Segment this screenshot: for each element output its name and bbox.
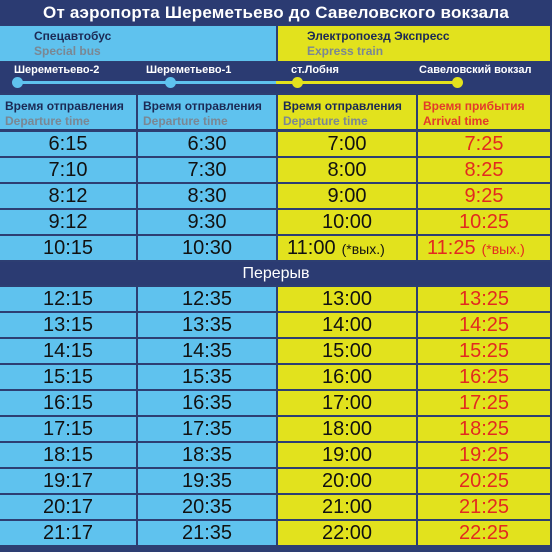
time-cell: [278, 287, 416, 311]
time-cell: [0, 132, 136, 156]
time-cell: [0, 236, 136, 260]
time-value: 18:25: [458, 418, 510, 440]
time-cell: [418, 313, 550, 337]
time-value: 14:15: [42, 340, 94, 362]
time-value: 16:00: [321, 366, 373, 388]
time-cell: [0, 443, 136, 467]
time-value: 17:25: [458, 392, 510, 414]
time-value: 11:25: [427, 237, 476, 259]
column-header-en: Arrival time: [423, 114, 490, 128]
column-header-en: Departure time: [143, 114, 228, 128]
time-cell: [278, 391, 416, 415]
time-value: 10:15: [42, 237, 94, 259]
time-value: 15:35: [181, 366, 233, 388]
time-value: 22:00: [321, 522, 373, 544]
time-value: 8:25: [464, 159, 504, 181]
column-header-ru: Время отправления: [143, 99, 262, 113]
time-value: 15:25: [458, 340, 510, 362]
time-value: 20:17: [42, 496, 94, 518]
break-label: Перерыв: [0, 262, 552, 285]
time-value: 7:00: [327, 133, 367, 155]
time-cell: [0, 210, 136, 234]
time-cell: [278, 495, 416, 519]
bus-header: [0, 26, 276, 61]
time-value: 21:00: [321, 496, 373, 518]
weekend-note: (*вых.): [341, 241, 385, 257]
station-label: Шереметьево-2: [14, 64, 100, 76]
time-value: 21:35: [181, 522, 233, 544]
time-cell: [418, 521, 550, 545]
time-value: 14:25: [458, 314, 510, 336]
bus-route-segment: [18, 81, 276, 84]
time-cell: [278, 210, 416, 234]
time-cell: [0, 417, 136, 441]
time-value: 9:30: [187, 211, 227, 233]
time-cell: [138, 132, 276, 156]
time-value: 20:25: [458, 470, 510, 492]
time-value: 18:15: [42, 444, 94, 466]
train-route-segment: [276, 81, 456, 84]
station-dot-2: [165, 77, 176, 88]
column-header: [418, 95, 550, 129]
time-value: 7:10: [48, 159, 88, 181]
time-cell: [138, 184, 276, 208]
time-value: 8:12: [48, 185, 88, 207]
station-dot-1: [12, 77, 23, 88]
column-header: [0, 95, 136, 129]
time-value: 20:00: [321, 470, 373, 492]
station-label: ст.Лобня: [291, 64, 339, 76]
weekend-note: (*вых.): [481, 241, 525, 257]
time-cell: [418, 469, 550, 493]
time-cell: [0, 184, 136, 208]
time-value: 17:35: [181, 418, 233, 440]
time-value: 15:00: [321, 340, 373, 362]
time-cell: [418, 287, 550, 311]
time-cell: [418, 210, 550, 234]
time-value: 13:25: [458, 288, 510, 310]
time-cell: [278, 469, 416, 493]
bus-label-ru: Спецавтобус: [34, 29, 112, 43]
time-value: 9:00: [327, 185, 367, 207]
column-header: [138, 95, 276, 129]
route-line: [0, 62, 552, 93]
time-cell: [138, 158, 276, 182]
time-value: 21:17: [42, 522, 94, 544]
time-value: 14:35: [181, 340, 233, 362]
time-cell: [138, 469, 276, 493]
time-value: 13:00: [321, 288, 373, 310]
time-cell: [138, 339, 276, 363]
time-cell: [418, 236, 550, 260]
bus-label-en: Special bus: [34, 44, 101, 58]
time-value: 16:15: [42, 392, 94, 414]
time-value: 15:15: [42, 366, 94, 388]
train-label-ru: Электропоезд Экспресс: [307, 29, 450, 43]
time-cell: [418, 417, 550, 441]
time-cell: [278, 417, 416, 441]
train-label-en: Express train: [307, 44, 384, 58]
train-header: [278, 26, 550, 61]
time-cell: [0, 469, 136, 493]
time-cell: [418, 158, 550, 182]
time-value: 19:35: [181, 470, 233, 492]
time-cell: [0, 521, 136, 545]
time-value: 10:30: [181, 237, 233, 259]
time-value: 6:15: [48, 133, 88, 155]
time-value: 12:35: [181, 288, 233, 310]
time-cell: [418, 184, 550, 208]
time-cell: [0, 391, 136, 415]
time-value: 18:35: [181, 444, 233, 466]
time-value: 17:15: [42, 418, 94, 440]
time-cell: [138, 391, 276, 415]
time-cell: [278, 132, 416, 156]
station-label: Шереметьево-1: [146, 64, 232, 76]
column-header-ru: Время отправления: [5, 99, 124, 113]
time-value: 10:00: [321, 211, 373, 233]
time-value: 20:35: [181, 496, 233, 518]
time-cell: [418, 443, 550, 467]
time-cell: [278, 521, 416, 545]
time-value: 17:00: [321, 392, 373, 414]
time-value: 7:30: [187, 159, 227, 181]
time-cell: [0, 365, 136, 389]
time-cell: [278, 365, 416, 389]
time-cell: [418, 391, 550, 415]
time-cell: [418, 495, 550, 519]
time-value: 13:35: [181, 314, 233, 336]
page-title: От аэропорта Шереметьево до Савеловского вокзала: [0, 0, 552, 25]
time-cell: [278, 184, 416, 208]
time-value: 13:15: [42, 314, 94, 336]
time-cell: [138, 443, 276, 467]
column-header-ru: Время прибытия: [423, 99, 525, 113]
time-cell: [138, 313, 276, 337]
time-cell: [138, 365, 276, 389]
time-value: 19:00: [321, 444, 373, 466]
time-value: 12:15: [42, 288, 94, 310]
column-header-en: Departure time: [283, 114, 368, 128]
time-cell: [418, 132, 550, 156]
station-dot-3: [292, 77, 303, 88]
time-value: 9:12: [48, 211, 88, 233]
time-cell: [0, 287, 136, 311]
time-cell: [138, 236, 276, 260]
time-cell: [138, 287, 276, 311]
time-cell: [418, 365, 550, 389]
time-cell: [0, 339, 136, 363]
time-cell: [418, 339, 550, 363]
time-value: 19:25: [458, 444, 510, 466]
time-value: 22:25: [458, 522, 510, 544]
time-cell: [278, 443, 416, 467]
time-value: 8:00: [327, 159, 367, 181]
time-cell: [278, 236, 416, 260]
time-value: 7:25: [464, 133, 504, 155]
time-value: 9:25: [464, 185, 504, 207]
time-cell: [138, 495, 276, 519]
time-cell: [0, 495, 136, 519]
time-value: 18:00: [321, 418, 373, 440]
time-value: 14:00: [321, 314, 373, 336]
time-value: 19:17: [42, 470, 94, 492]
station-label: Савеловский вокзал: [419, 64, 532, 76]
time-cell: [138, 521, 276, 545]
time-value: 10:25: [458, 211, 510, 233]
time-cell: [138, 417, 276, 441]
column-header-en: Departure time: [5, 114, 90, 128]
time-cell: [278, 158, 416, 182]
time-cell: [138, 210, 276, 234]
time-value: 16:25: [458, 366, 510, 388]
time-cell: [278, 313, 416, 337]
time-cell: [0, 313, 136, 337]
time-value: 8:30: [187, 185, 227, 207]
time-cell: [0, 158, 136, 182]
column-header: [278, 95, 416, 129]
station-dot-4: [452, 77, 463, 88]
time-value: 16:35: [181, 392, 233, 414]
column-header-ru: Время отправления: [283, 99, 402, 113]
time-value: 6:30: [187, 133, 227, 155]
time-value: 11:00: [287, 237, 336, 259]
time-cell: [278, 339, 416, 363]
time-value: 21:25: [458, 496, 510, 518]
